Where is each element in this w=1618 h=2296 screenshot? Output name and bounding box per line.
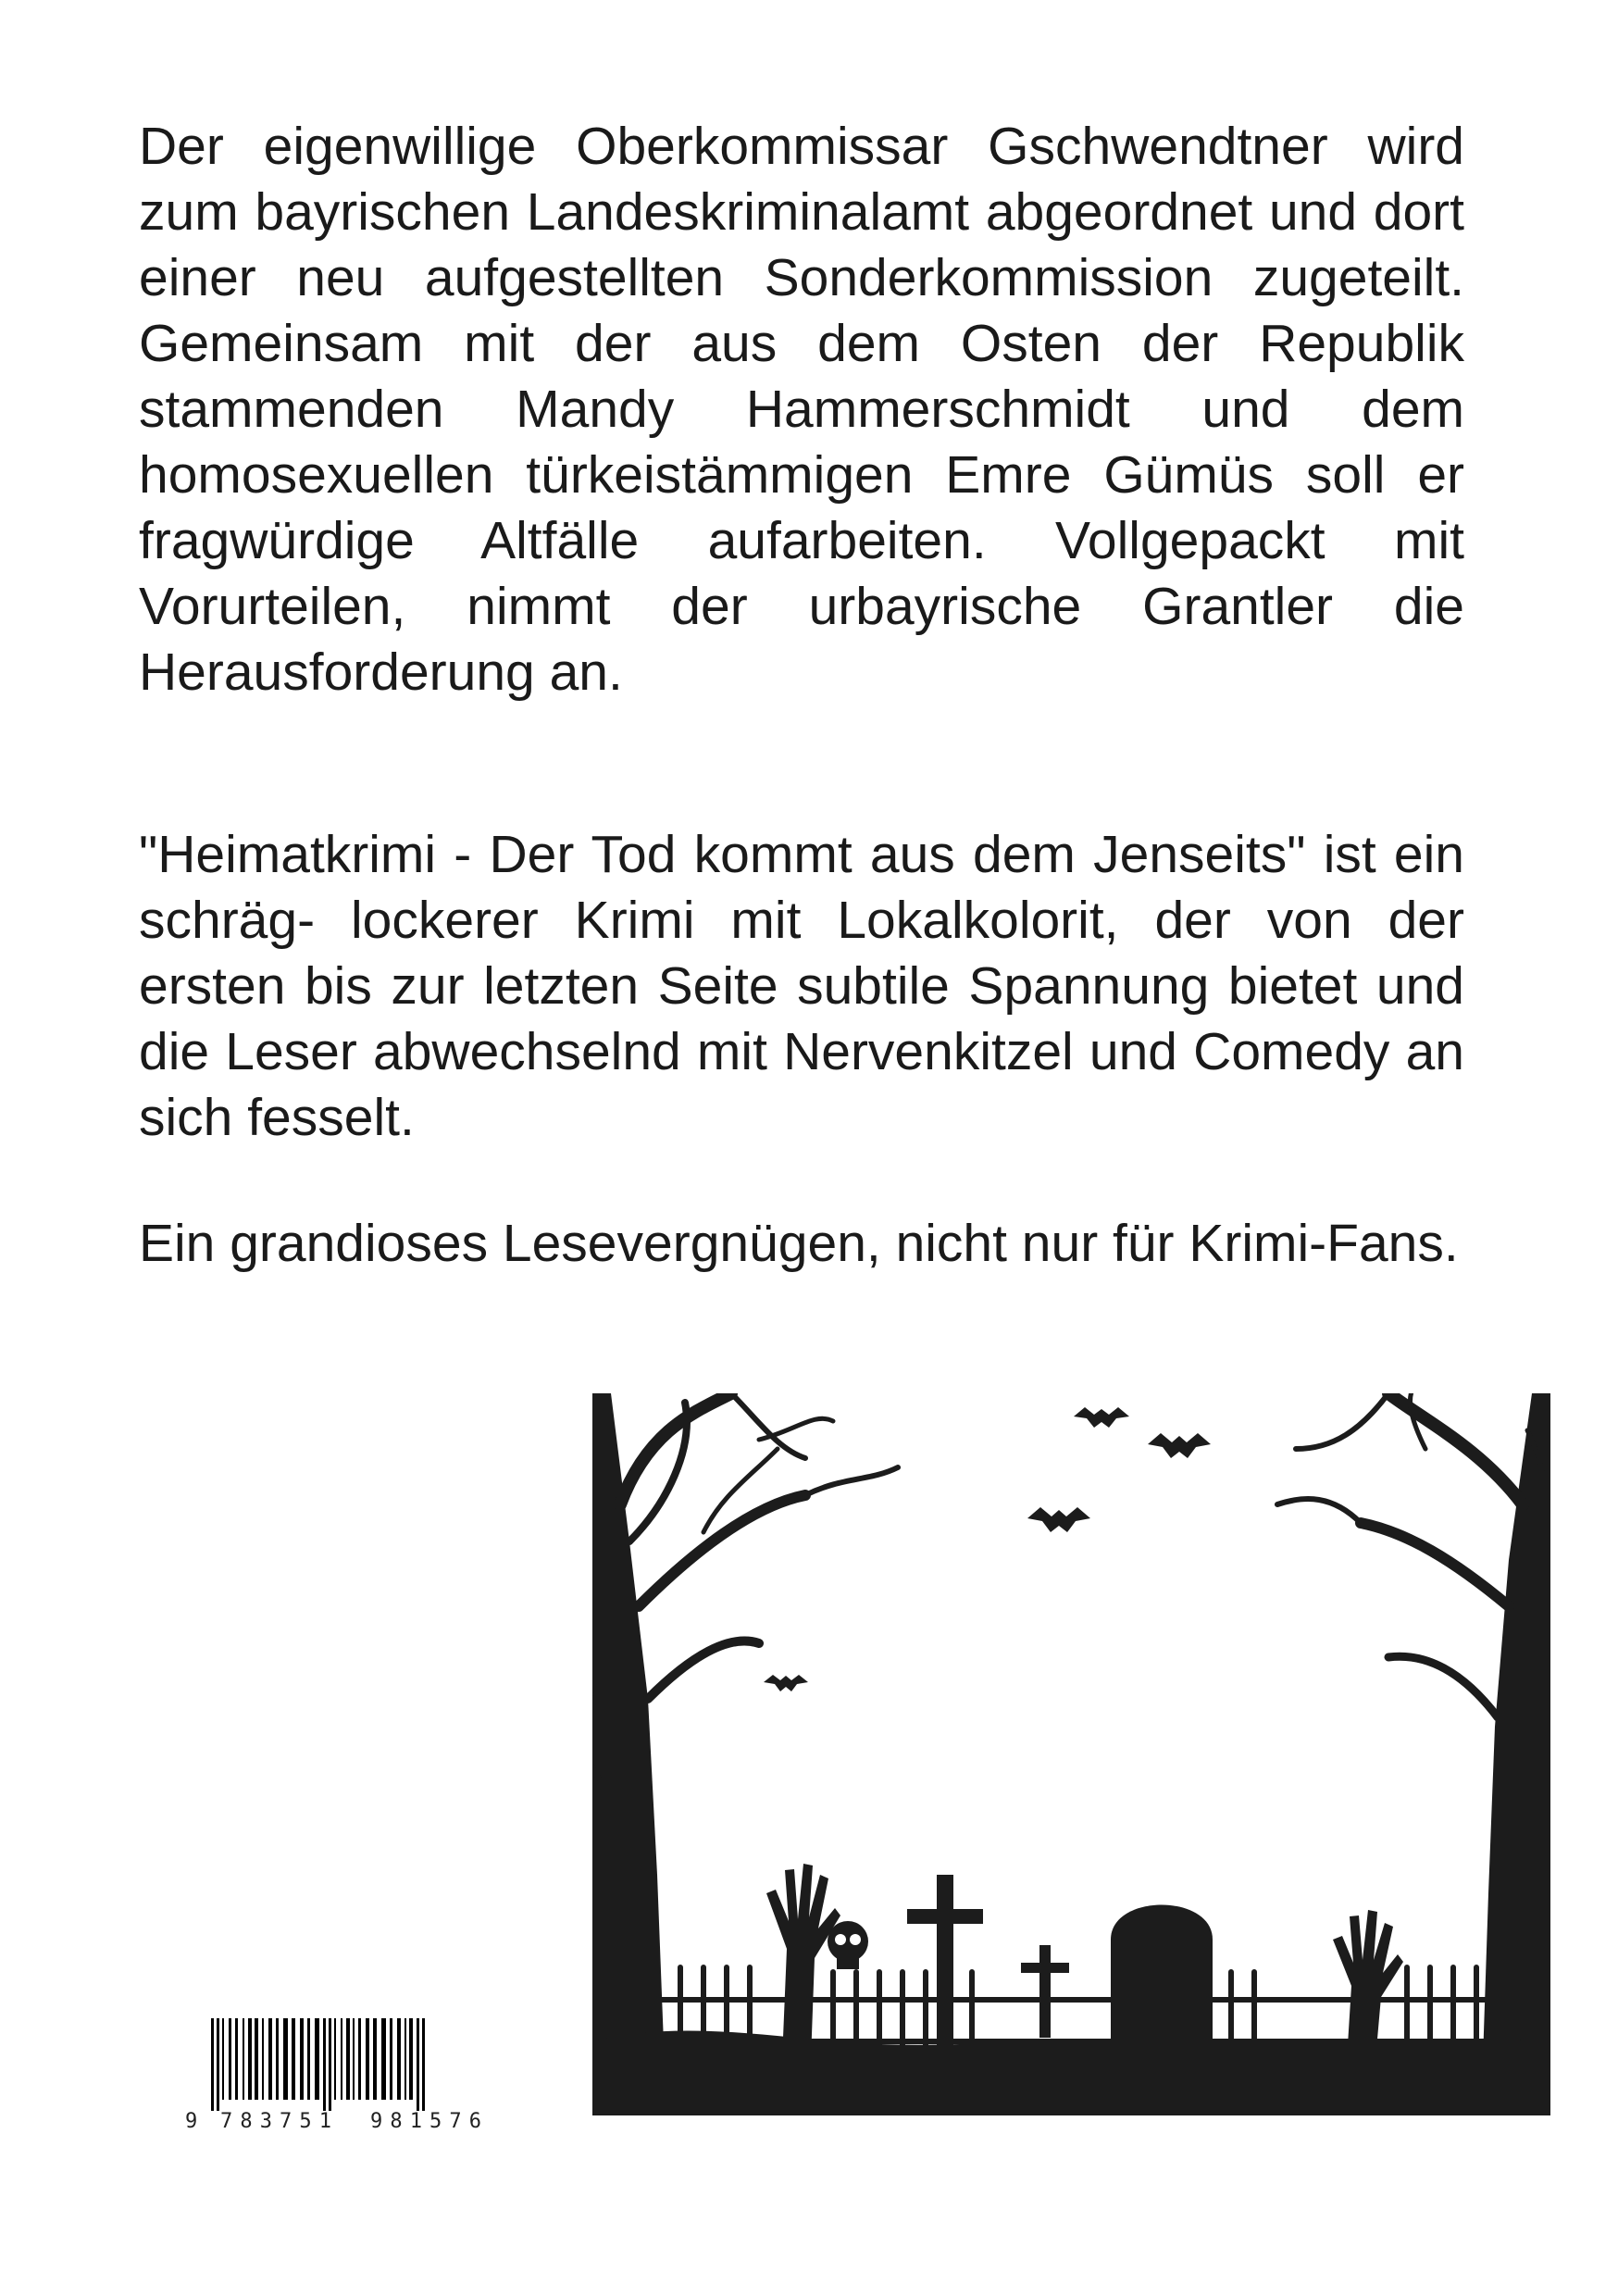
barcode-bar: [315, 2018, 319, 2100]
barcode-bar: [422, 2018, 425, 2111]
barcode-bar: [353, 2018, 355, 2100]
barcode-bar: [283, 2018, 288, 2100]
barcode-bar: [211, 2018, 214, 2111]
barcode-bar: [300, 2018, 304, 2100]
blurb-paragraph-1: Der eigenwillige Oberkommissar Gschwendtner wird zum bayrischen Landeskriminalamt abgeordnet und dort einer neu aufgestellten Sonderkommission zugeteilt. Gemeinsam mit der aus dem Osten der Republik stammenden Mandy Hammerschmidt und dem homosexuellen türkeistämmigen Emre Gümüs soll er fragwürdige Altfälle aufarbeiten. Vollgepackt mit Vorurteilen, nimmt der urbayrische Grantler die Herausforderung an.: [139, 117, 1464, 702]
barcode-bar: [397, 2018, 401, 2100]
barcode-bar: [417, 2018, 419, 2111]
barcode-bar: [276, 2018, 279, 2100]
barcode-digits-right: 981576: [370, 2110, 481, 2133]
barcode-bar: [346, 2018, 350, 2100]
barcode-bar: [307, 2018, 310, 2100]
blurb-paragraph-2: "Heimatkrimi - Der Tod kommt aus dem Jenseits" ist ein schräg- lockerer Krimi mit Lokalkolorit, der von der ersten bis zur letzten Seite subtile Spannung bietet und die Leser abwechselnd mit Nervenkitzel und Comedy an sich fesselt.: [139, 825, 1464, 1147]
barcode-bar: [262, 2018, 264, 2100]
barcode-bar: [229, 2018, 231, 2100]
barcode-bar: [323, 2018, 326, 2111]
barcode-bar: [255, 2018, 258, 2100]
barcode-bar: [217, 2018, 219, 2111]
barcode-bar: [409, 2018, 413, 2100]
barcode-bar: [404, 2018, 406, 2100]
barcode-bar: [292, 2018, 295, 2100]
barcode-bar: [248, 2018, 252, 2100]
graveyard-silhouette-icon: [592, 1393, 1550, 2115]
blurb-paragraph-3: Ein grandioses Lesevergnügen, nicht nur für Krimi-Fans.: [139, 1214, 1459, 1273]
barcode-bar: [235, 2018, 238, 2100]
barcode-bar: [373, 2018, 377, 2100]
barcode: [185, 2018, 518, 2134]
barcode-lead-digit: 9: [185, 2110, 198, 2133]
barcode-digits-left: 783751: [220, 2110, 331, 2133]
barcode-bar: [329, 2018, 331, 2111]
barcode-bar: [341, 2018, 342, 2100]
barcode-bar: [334, 2018, 336, 2100]
barcode-bar: [358, 2018, 361, 2100]
barcode-bars: [211, 2018, 425, 2111]
barcode-bar: [222, 2018, 224, 2100]
barcode-bar: [381, 2018, 386, 2100]
barcode-bar: [366, 2018, 369, 2100]
barcode-bar: [243, 2018, 244, 2100]
barcode-bar: [390, 2018, 392, 2100]
barcode-bar: [268, 2018, 272, 2100]
